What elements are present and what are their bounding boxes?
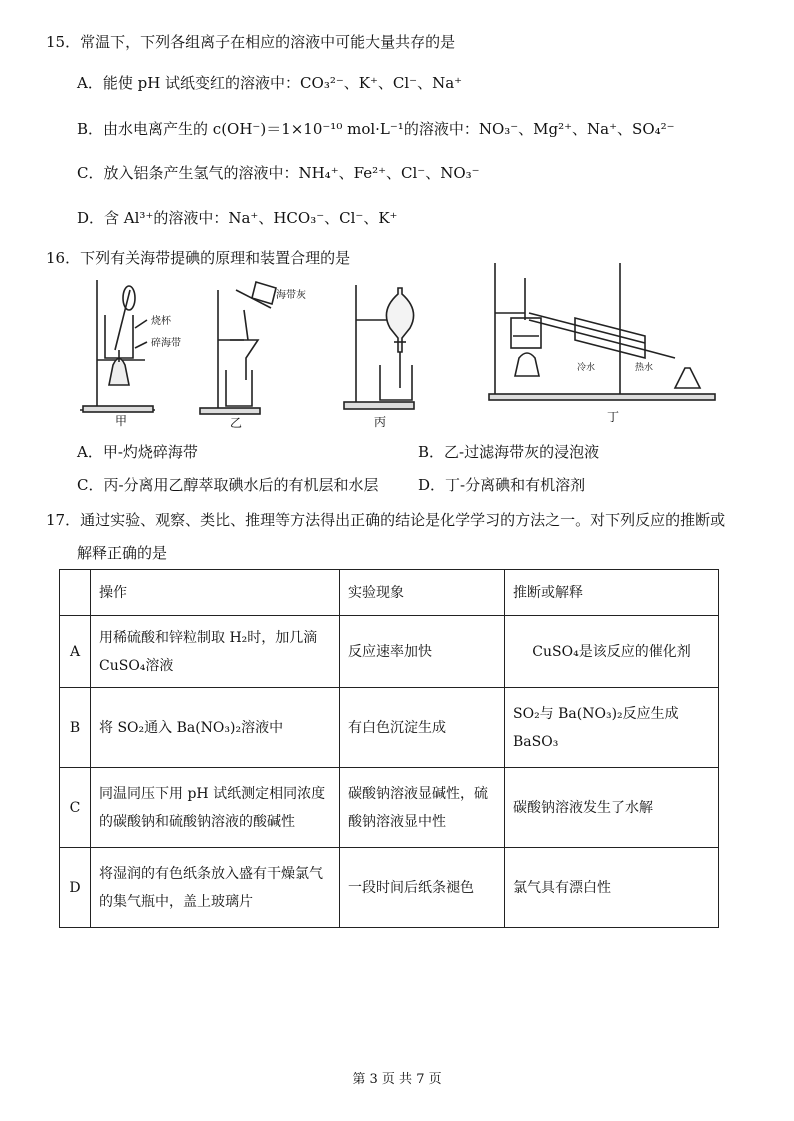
label-cold-water: 冷水 <box>577 363 596 373</box>
table-cell-opt: C <box>60 768 91 848</box>
label-beaker: 烧杯 <box>151 316 171 327</box>
apparatus-yi-figure <box>196 270 306 430</box>
table-header-cell: 操作 <box>91 570 340 616</box>
label-bing: 丙 <box>374 415 387 429</box>
table-row <box>60 616 719 688</box>
label-kelp: 碎海带 <box>151 338 181 349</box>
table-cell-exp: CuSO₄是该反应的催化剂 <box>505 616 719 688</box>
table-cell-op: 将湿润的有色纸条放入盛有干燥氯气的集气瓶中，盖上玻璃片 <box>91 848 340 928</box>
label-ash: 海带灰 <box>276 290 306 301</box>
q15-option-b: B．由水电离产生的 c(OH⁻)＝1×10⁻¹⁰ mol·L⁻¹的溶液中：NO₃⁻、Mg²⁺、Na⁺、SO₄²⁻ <box>77 120 675 138</box>
q16-option-d: D．丁-分离碘和有机溶剂 <box>418 476 586 494</box>
table-header-row <box>60 570 719 616</box>
q15-stem: 15．常温下，下列各组离子在相应的溶液中可能大量共存的是 <box>46 33 456 51</box>
q17-table <box>59 569 719 928</box>
page-footer: 第 3 页 共 7 页 <box>352 1072 442 1087</box>
table-cell-opt: B <box>60 688 91 768</box>
apparatus-jia-figure <box>75 270 181 430</box>
q17-stem-line1: 17．通过实验、观察、类比、推理等方法得出正确的结论是化学学习的方法之一。对下列反应的推断或 <box>46 511 726 529</box>
q15-option-a: A．能使 pH 试纸变红的溶液中：CO₃²⁻、K⁺、Cl⁻、Na⁺ <box>77 74 463 92</box>
table-cell-phen: 反应速率加快 <box>340 616 505 688</box>
table-cell-phen: 碳酸钠溶液显碱性，硫酸钠溶液显中性 <box>340 768 505 848</box>
q16-option-c: C．丙-分离用乙醇萃取碘水后的有机层和水层 <box>77 476 379 494</box>
table-header-cell: 实验现象 <box>340 570 505 616</box>
q15-option-d: D．含 Al³⁺的溶液中：Na⁺、HCO₃⁻、Cl⁻、K⁺ <box>77 209 398 227</box>
table-cell-exp: 氯气具有漂白性 <box>505 848 719 928</box>
apparatus-ding-figure <box>485 258 725 428</box>
q15-option-c: C．放入铝条产生氢气的溶液中：NH₄⁺、Fe²⁺、Cl⁻、NO₃⁻ <box>77 164 480 182</box>
q16-option-b: B．乙-过滤海带灰的浸泡液 <box>418 443 600 461</box>
table-row <box>60 688 719 768</box>
table-cell-phen: 有白色沉淀生成 <box>340 688 505 768</box>
table-cell-opt: A <box>60 616 91 688</box>
table-cell-opt: D <box>60 848 91 928</box>
table-cell-exp: 碳酸钠溶液发生了水解 <box>505 768 719 848</box>
label-hot-water: 热水 <box>635 363 654 373</box>
label-jia: 甲 <box>115 414 128 428</box>
table-cell-op: 同温同压下用 pH 试纸测定相同浓度的碳酸钠和硫酸钠溶液的酸碱性 <box>91 768 340 848</box>
table-cell-exp: SO₂与 Ba(NO₃)₂反应生成 BaSO₃ <box>505 688 719 768</box>
q16-stem: 16．下列有关海带提碘的原理和装置合理的是 <box>46 249 351 267</box>
label-ding: 丁 <box>607 410 620 424</box>
q17-stem-line2: 解释正确的是 <box>77 544 168 562</box>
q16-option-a: A．甲-灼烧碎海带 <box>77 443 198 461</box>
apparatus-bing-figure <box>340 270 430 430</box>
table-cell-op: 将 SO₂通入 Ba(NO₃)₂溶液中 <box>91 688 340 768</box>
table-cell-phen: 一段时间后纸条褪色 <box>340 848 505 928</box>
table-header-cell: 推断或解释 <box>505 570 719 616</box>
table-cell-op: 用稀硫酸和锌粒制取 H₂时，加几滴 CuSO₄溶液 <box>91 616 340 688</box>
table-row <box>60 768 719 848</box>
table-row <box>60 848 719 928</box>
label-yi: 乙 <box>230 416 243 430</box>
table-header-cell <box>60 570 91 616</box>
